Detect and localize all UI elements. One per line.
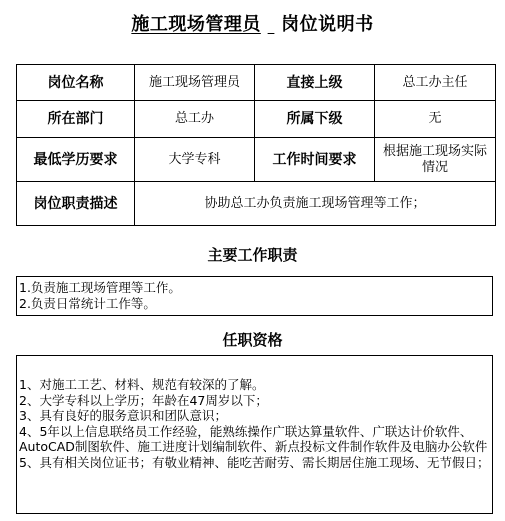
title-suffix: 岗位说明书 [281,14,374,35]
label-responsibilities: 岗位职责描述 [17,182,135,226]
list-item: 3、具有良好的服务意识和团队意识； [19,408,227,423]
duties-box [16,276,493,316]
table-row [17,138,496,182]
list-item: 2.负责日常统计工作等。 [19,295,156,311]
label-work-time: 工作时间要求 [255,138,375,182]
qualifications-box [16,355,493,514]
value-department: 总工办 [135,101,255,138]
list-item: 1、对施工工艺、材料、规范有较深的了解。 [19,377,265,392]
value-position-name: 施工现场管理员 [135,65,255,101]
table-row [17,65,496,101]
list-item: 4、5年以上信息联络员工作经验，能熟练操作广联达算量软件、广联达计价软件、AutoCAD制图软件、施工进度计划编制软件、新点投标文件制作软件及电脑办公软件 [19,423,488,454]
position-info-table [16,64,496,226]
label-subordinates: 所属下级 [255,101,375,138]
label-direct-superior: 直接上级 [255,65,375,101]
list-item: 5、具有相关岗位证书；有敬业精神、能吃苦耐劳、需长期居住施工现场、无节假日； [19,454,490,470]
list-item: 2、大学专科以上学历；年龄在47周岁以下； [19,392,268,408]
table-row [17,101,496,138]
title-underline-gap [268,14,275,35]
table-row [17,182,496,226]
label-education: 最低学历要求 [17,138,135,182]
qualifications-heading: 任职资格 [222,331,283,349]
value-work-time: 根据施工现场实际情况 [375,138,496,182]
title-position-name: 施工现场管理员 [131,14,261,35]
list-item: 1.负责施工现场管理等工作。 [19,280,181,295]
value-direct-superior: 总工办主任 [375,65,496,101]
value-responsibilities: 协助总工办负责施工现场管理等工作； [135,182,496,226]
value-subordinates: 无 [375,101,496,138]
duties-heading: 主要工作职责 [207,246,298,264]
label-department: 所在部门 [17,101,135,138]
document-title [0,10,505,36]
label-position-name: 岗位名称 [17,65,135,101]
value-education: 大学专科 [135,138,255,182]
